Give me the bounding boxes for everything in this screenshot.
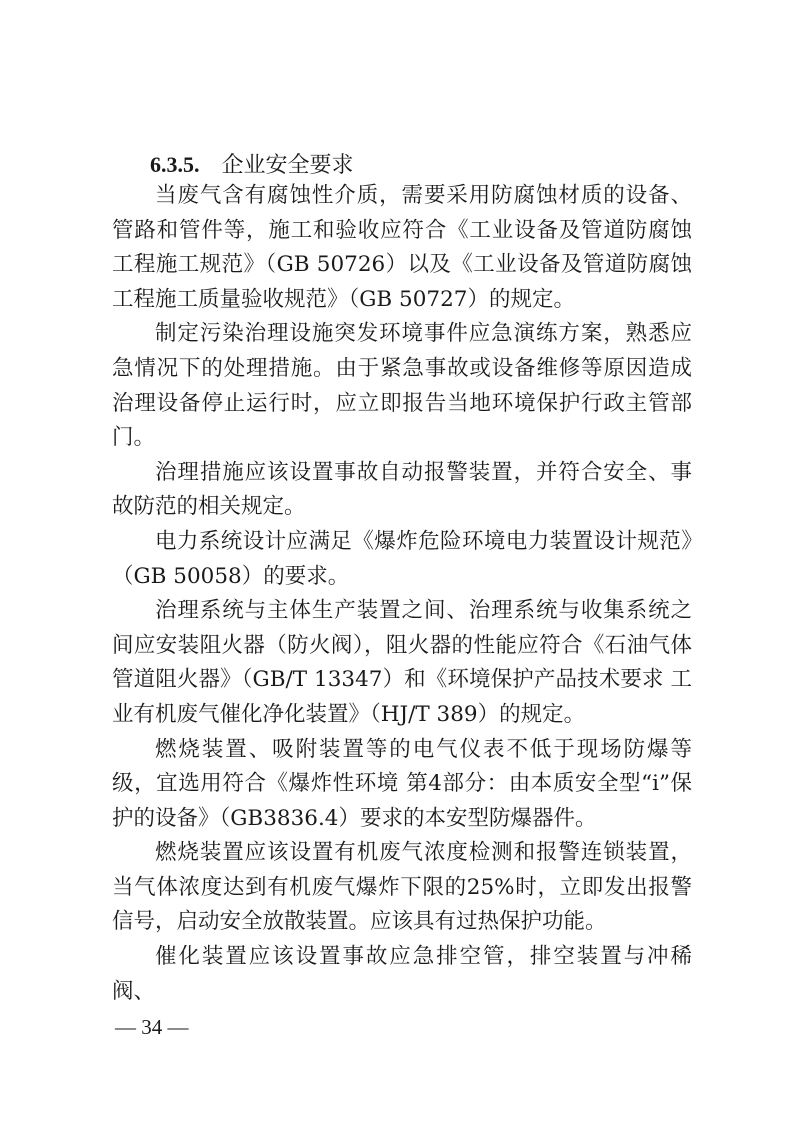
paragraph-emergency-plan: 制定污染治理设施突发环境事件应急演练方案，熟悉应急情况下的处理措施。由于紧急事故或设备维修等原因造成治理设备停止运行时，应立即报告当地环境保护行政主管部门。 bbox=[112, 321, 692, 451]
body-text bbox=[112, 179, 692, 1009]
page-number: — 34 — bbox=[115, 1015, 189, 1039]
paragraph-power-system: 电力系统设计应满足《爆炸危险环境电力装置设计规范》（GB 50058）的要求。 bbox=[112, 528, 692, 589]
paragraph-explosion-proof: 燃烧装置、吸附装置等的电气仪表不低于现场防爆等级，宜选用符合《爆炸性环境 第4部分：由本质安全型“i”保护的设备》（GB3836.4）要求的本安型防爆器件。 bbox=[112, 736, 692, 831]
paragraph-anticorrosion: 当废气含有腐蚀性介质，需要采用防腐蚀材质的设备、管路和管件等，施工和验收应符合《工业设备及管道防腐蚀工程施工规范》（GB 50726）以及《工业设备及管道防腐蚀工程施工质量验收规范》（GB 50727）的规定。 bbox=[112, 183, 692, 312]
section-number: 6.3.5. bbox=[150, 152, 200, 177]
paragraph-concentration-alarm: 燃烧装置应该设置有机废气浓度检测和报警连锁装置，当气体浓度达到有机废气爆炸下限的25%时，立即发出报警信号，启动安全放散装置。应该具有过热保护功能。 bbox=[112, 840, 692, 935]
paragraph-emergency-vent: 催化装置应该设置事故应急排空管，排空装置与冲稀阀、 bbox=[112, 944, 692, 1004]
paragraph-alarm-device: 治理措施应该设置事故自动报警装置，并符合安全、事故防范的相关规定。 bbox=[112, 459, 692, 520]
paragraph-flame-arrester: 治理系统与主体生产装置之间、治理系统与收集系统之间应安装阻火器（防火阀），阻火器的性能应符合《石油气体管道阻火器》（GB/T 13347）和《环境保护产品技术要求 工业有机废气催化净化装置》（HJ/T 389）的规定。 bbox=[112, 598, 692, 727]
section-title: 企业安全要求 bbox=[221, 153, 354, 178]
section-heading bbox=[150, 150, 354, 181]
